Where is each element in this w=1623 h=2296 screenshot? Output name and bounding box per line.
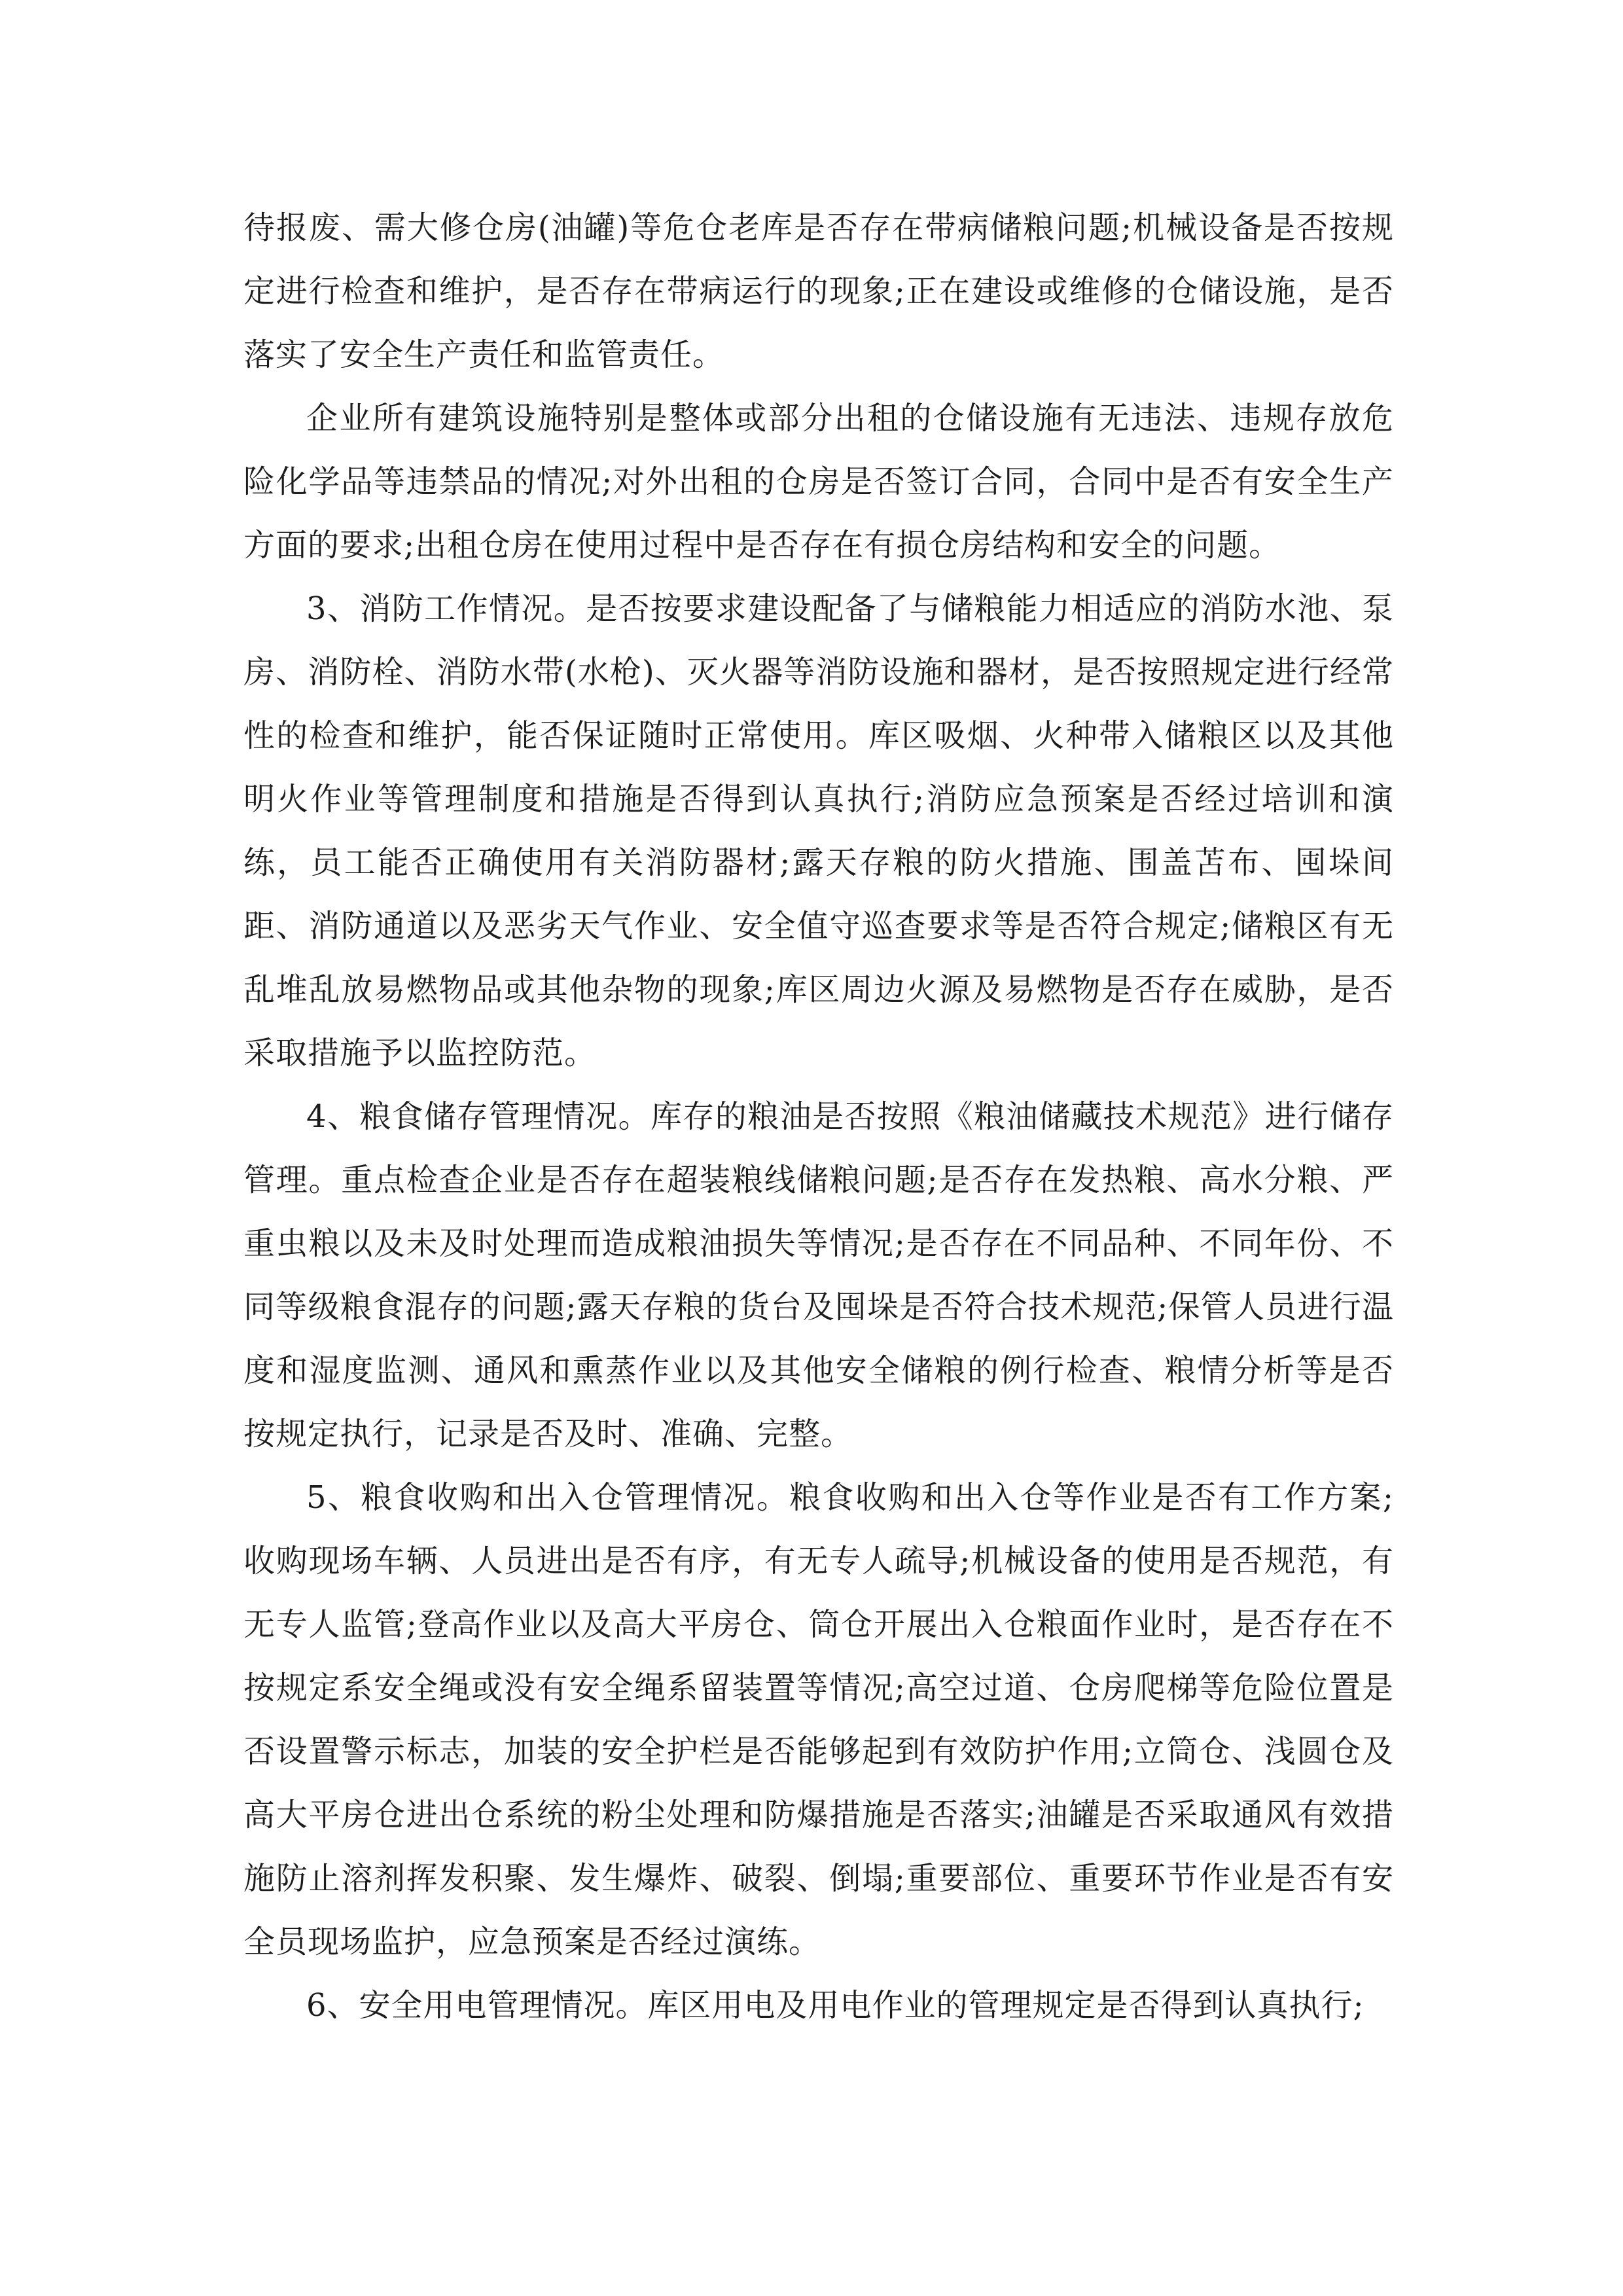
paragraph-leased-facilities: 企业所有建筑设施特别是整体或部分出租的仓储设施有无违法、违规存放危险化学品等违禁品的情况;对外出租的仓房是否签订合同，合同中是否有安全生产方面的要求;出租仓房在使用过程中是否存在有损仓房结构和安全的问题。: [243, 400, 1394, 564]
paragraph-grain-purchase: 5、粮食收购和出入仓管理情况。粮食收购和出入仓等作业是否有工作方案;收购现场车辆、人员进出是否有序，有无专人疏导;机械设备的使用是否规范，有无专人监管;登高作业以及高大平房仓、筒仓开展出入仓粮面作业时，是否存在不按规定系安全绳或没有安全绳系留装置等情况;高空过道、仓房爬梯等危险位置是否设置警示标志，加装的安全护栏是否能够起到有效防护作用;立筒仓、浅圆仓及高大平房仓进出仓系统的粉尘处理和防爆措施是否落实;油罐是否采取通风有效措施防止溶剂挥发积聚、发生爆炸、破裂、倒塌;重要部位、重要环节作业是否有安全员现场监护，应急预案是否经过演练。: [243, 1479, 1394, 1960]
document-body: [243, 196, 1394, 2037]
paragraph-electrical-safety: 6、安全用电管理情况。库区用电及用电作业的管理规定是否得到认真执行;: [306, 1987, 1364, 2024]
paragraph-fire-safety: 3、消防工作情况。是否按要求建设配备了与储粮能力相适应的消防水池、泵房、消防栓、消防水带(水枪)、灭火器等消防设施和器材，是否按照规定进行经常性的检查和维护，能否保证随时正常使用。库区吸烟、火种带入储粮区以及其他明火作业等管理制度和措施是否得到认真执行;消防应急预案是否经过培训和演练，员工能否正确使用有关消防器材;露天存粮的防火措施、围盖苫布、囤垛间距、消防通道以及恶劣天气作业、安全值守巡查要求等是否符合规定;储粮区有无乱堆乱放易燃物品或其他杂物的现象;库区周边火源及易燃物是否存在威胁，是否采取措施予以监控防范。: [243, 590, 1394, 1071]
paragraph-continuation: 待报废、需大修仓房(油罐)等危仓老库是否存在带病储粮问题;机械设备是否按规定进行检查和维护，是否存在带病运行的现象;正在建设或维修的仓储设施，是否落实了安全生产责任和监管责任。: [243, 209, 1394, 373]
paragraph-grain-storage: 4、粮食储存管理情况。库存的粮油是否按照《粮油储藏技术规范》进行储存管理。重点检查企业是否存在超装粮线储粮问题;是否存在发热粮、高水分粮、严重虫粮以及未及时处理而造成粮油损失等情况;是否存在不同品种、不同年份、不同等级粮食混存的问题;露天存粮的货台及囤垛是否符合技术规范;保管人员进行温度和湿度监测、通风和熏蒸作业以及其他安全储粮的例行检查、粮情分析等是否按规定执行，记录是否及时、准确、完整。: [243, 1098, 1394, 1452]
